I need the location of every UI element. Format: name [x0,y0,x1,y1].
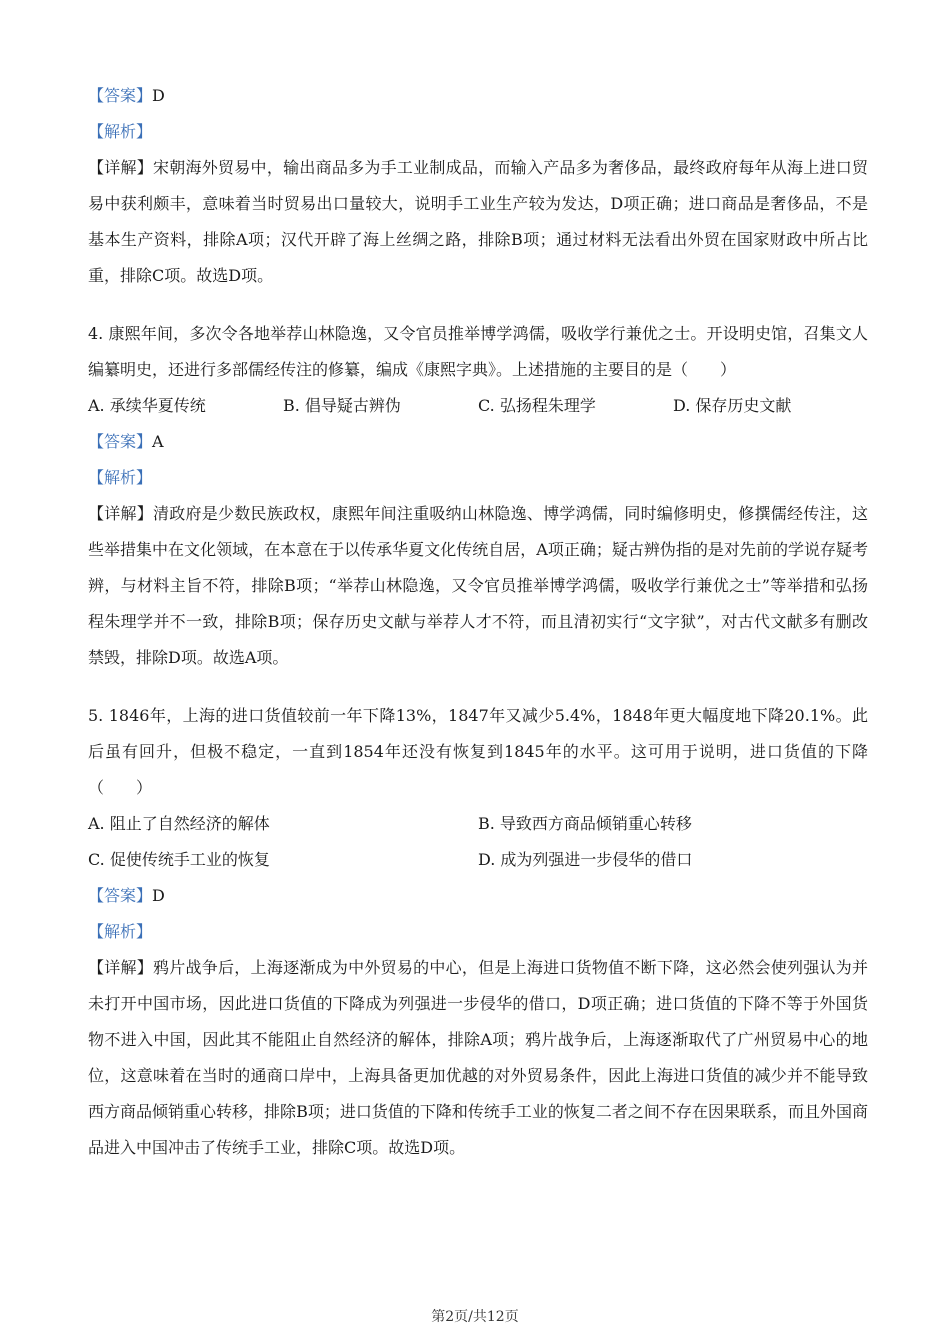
option-c: C. 弘扬程朱理学 [478,396,596,415]
answer-value: D [152,86,165,105]
detail-label: 【详解】 [88,958,154,977]
page-number: 第2页/共12页 [431,1309,519,1325]
option-b: B. 导致西方商品倾销重心转移 [478,814,692,833]
document-page [88,78,868,1166]
q4-options [88,388,868,424]
q3-analysis-label: 【解析】 [88,122,153,141]
q4-stem: 4. 康熙年间，多次令各地举荐山林隐逸，又令官员推举博学鸿儒，吸收学行兼优之士。开设明史馆，召集文人编纂明史，还进行多部儒经传注的修纂，编成《康熙字典》。上述措施的主要目的是（ ） [88,324,868,379]
option-a: A. 承续华夏传统 [88,396,206,415]
detail-text: 宋朝海外贸易中，输出商品多为手工业制成品，而输入产品多为奢侈品，最终政府每年从海上进口贸易中获利颇丰，意味着当时贸易出口量较大，说明手工业生产较为发达，D项正确；进口商品是奢侈品，不是基本生产资料，排除A项；汉代开辟了海上丝绸之路，排除B项；通过材料无法看出外贸在国家财政中所占比重，排除C项。故选D项。 [88,158,868,285]
q5-answer [88,878,868,914]
q5-options-row-1 [88,806,868,842]
detail-label: 【详解】 [88,504,154,523]
q3-answer [88,78,868,114]
option-d: D. 保存历史文献 [673,396,792,415]
option-d: D. 成为列强进一步侵华的借口 [478,850,693,869]
option-b: B. 倡导疑古辨伪 [283,396,401,415]
q5-stem: 5. 1846年，上海的进口货值较前一年下降13%，1847年又减少5.4%，1848年更大幅度地下降20.1%。此后虽有回升，但极不稳定，一直到1854年还没有恢复到1845年的水平。这可用于说明，进口货值的下降（ ） [88,706,868,797]
option-a: A. 阻止了自然经济的解体 [88,814,270,833]
q4-answer [88,424,868,460]
q5-options-row-2 [88,842,868,878]
q4-analysis-label: 【解析】 [88,468,153,487]
answer-label: 【答案】 [88,886,153,905]
answer-label: 【答案】 [88,86,153,105]
q3-detail [88,150,868,294]
answer-value: D [152,886,165,905]
detail-text: 鸦片战争后，上海逐渐成为中外贸易的中心，但是上海进口货物值不断下降，这必然会使列强认为并未打开中国市场，因此进口货值的下降成为列强进一步侵华的借口，D项正确；进口货值的下降不等于外国货物不进入中国，因此其不能阻止自然经济的解体，排除A项；鸦片战争后，上海逐渐取代了广州贸易中心的地位，这意味着在当时的通商口岸中，上海具备更加优越的对外贸易条件，因此上海进口货值的减少并不能导致西方商品倾销重心转移，排除B项；进口货值的下降和传统手工业的恢复二者之间不存在因果联系，而且外国商品进入中国冲击了传统手工业，排除C项。故选D项。 [88,958,868,1157]
answer-label: 【答案】 [88,432,153,451]
q4-detail [88,496,868,676]
q5-analysis-label: 【解析】 [88,922,153,941]
detail-text: 清政府是少数民族政权，康熙年间注重吸纳山林隐逸、博学鸿儒，同时编修明史，修撰儒经传注，这些举措集中在文化领域，在本意在于以传承华夏文化传统自居，A项正确；疑古辨伪指的是对先前的学说存疑考辨，与材料主旨不符，排除B项；“举荐山林隐逸，又令官员推举博学鸿儒，吸收学行兼优之士”等举措和弘扬程朱理学并不一致，排除B项；保存历史文献与举荐人才不符，而且清初实行“文字狱”，对古代文献多有删改禁毁，排除D项。故选A项。 [88,504,868,667]
answer-value: A [152,432,164,451]
detail-label: 【详解】 [88,158,154,177]
option-c: C. 促使传统手工业的恢复 [88,850,270,869]
q5-detail [88,950,868,1166]
